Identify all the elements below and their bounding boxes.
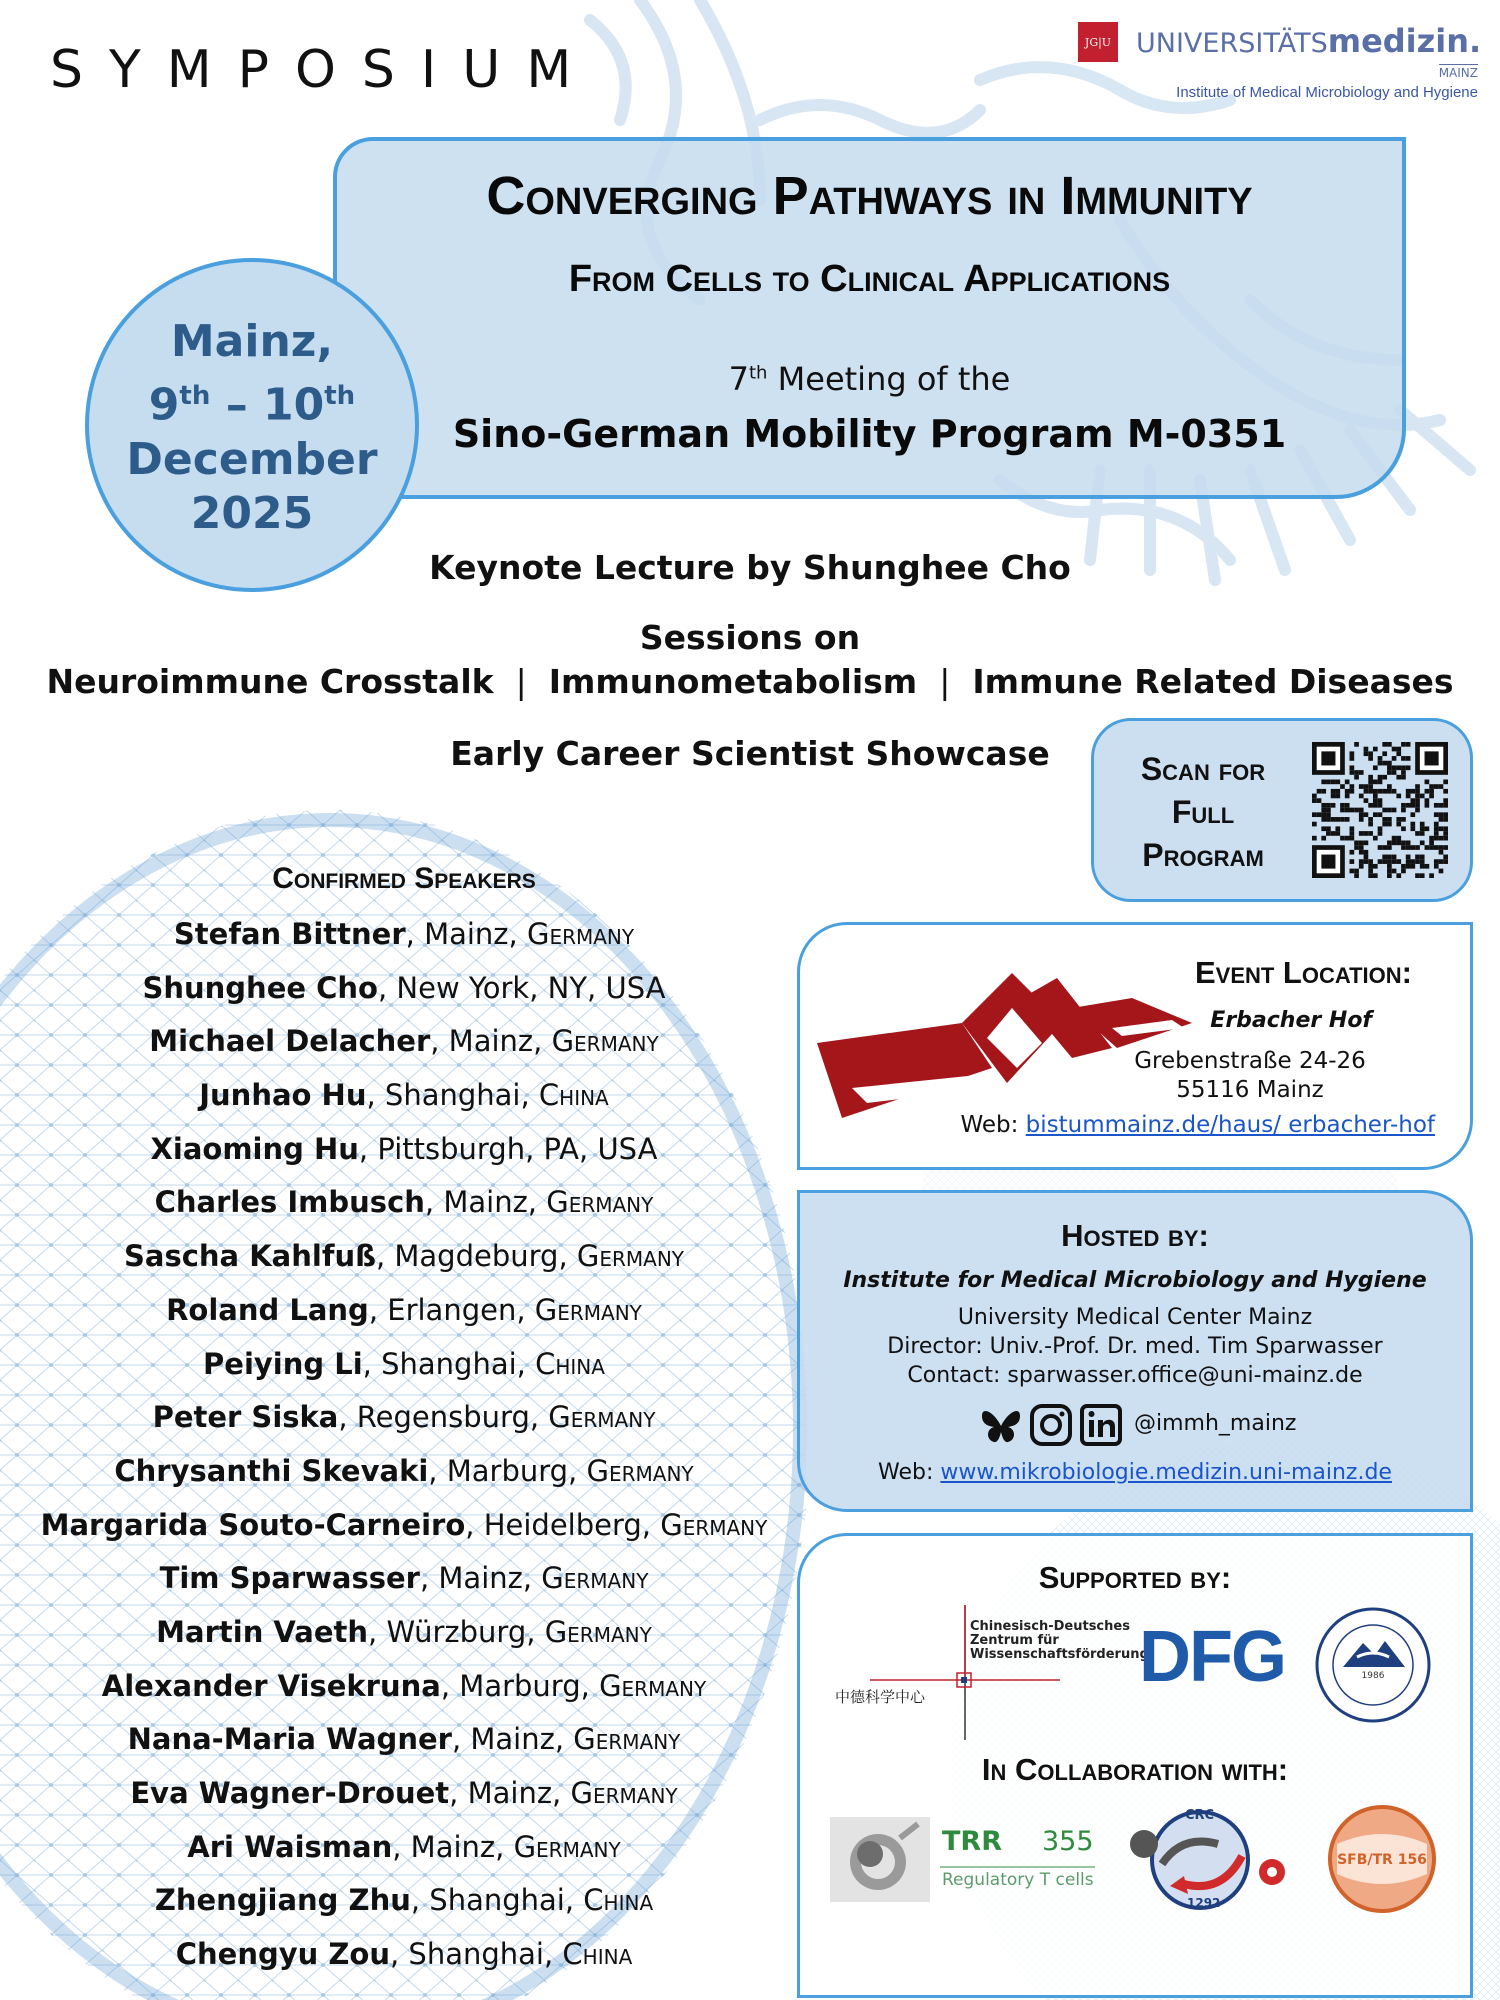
speaker-country: Germany (586, 1453, 694, 1488)
speaker-city: , Pittsburgh, PA, (358, 1131, 598, 1166)
speaker-name: Sascha Kahlfuß (123, 1239, 376, 1274)
sessions-list (0, 662, 1500, 701)
speaker-row (0, 1556, 808, 1610)
speaker-city: , New York, NY, (377, 970, 606, 1005)
speaker-country: Germany (570, 1776, 678, 1810)
speaker-name: Junhao Hu (199, 1078, 367, 1113)
speaker-city: , Shanghai, (410, 1883, 584, 1918)
speaker-name: Alexander Visekruna (101, 1668, 441, 1703)
speaker-country: Germany (576, 1239, 685, 1274)
speaker-name: Chengyu Zou (175, 1937, 390, 1972)
speaker-country: Germany (548, 1400, 656, 1435)
speaker-name: Xiaoming Hu (150, 1131, 359, 1166)
speaker-name: Peiying Li (203, 1346, 363, 1381)
speaker-name: Ari Waisman (187, 1829, 393, 1864)
venue-street: Grebenstraße 24-26 (1134, 1048, 1366, 1074)
speaker-row (0, 966, 808, 1020)
cdz-chinese-name: 中德科学中心 (835, 1688, 926, 1706)
speaker-city: , Magdeburg, (375, 1239, 577, 1274)
uni-mainz: MAINZ (1438, 66, 1478, 80)
venue-web (860, 1112, 1435, 1138)
speaker-row (0, 1610, 808, 1664)
speaker-city: , Marburg, (440, 1668, 600, 1703)
speaker-country: Germany (551, 1024, 659, 1059)
session-immunometabolism: Immunometabolism (548, 662, 918, 701)
jgu-logo: JG|U (1078, 22, 1118, 62)
meeting-num: 7 (728, 360, 749, 398)
uni-name-bold: medizin. (1327, 22, 1482, 60)
speaker-city: , Mainz, (424, 1185, 547, 1220)
speaker-country: Germany (544, 1614, 652, 1649)
venue-web-link[interactable]: bistummainz.de/haus/ erbacher-hof (1025, 1112, 1435, 1138)
speaker-city: , Regensburg, (338, 1400, 549, 1435)
speaker-row (0, 1664, 808, 1718)
speaker-country: Germany (573, 1722, 681, 1757)
venue-name: Erbacher Hof (1210, 1008, 1372, 1033)
speaker-country: USA (605, 970, 666, 1005)
speaker-name: Martin Vaeth (156, 1614, 369, 1649)
host-heading: Hosted by: (1061, 1218, 1209, 1253)
speaker-row (0, 1342, 808, 1396)
social-handle[interactable]: @immh_mainz (1134, 1411, 1297, 1436)
speaker-row (0, 1019, 808, 1073)
uni-name-prefix: UNIVERSITÄTS (1136, 28, 1328, 59)
speaker-city: , Mainz, (419, 1561, 542, 1596)
speaker-country: Germany (526, 917, 635, 951)
speaker-country: China (535, 1346, 605, 1381)
qr-line2: Full (1171, 794, 1235, 830)
speaker-city: , Marburg, (428, 1453, 587, 1488)
speaker-city: , Shanghai, (366, 1078, 539, 1113)
speaker-country: Germany (534, 1292, 642, 1327)
separator: | (939, 662, 951, 701)
speaker-name: Tim Sparwasser (159, 1561, 420, 1596)
session-immune-diseases: Immune Related Diseases (972, 662, 1454, 701)
speaker-name: Roland Lang (166, 1292, 369, 1327)
speaker-row (0, 1771, 808, 1825)
sessions-heading: Sessions on (639, 618, 861, 657)
qr-label (1110, 748, 1296, 877)
speaker-country: China (538, 1078, 609, 1113)
instagram-icon[interactable] (1032, 1406, 1070, 1444)
speaker-name: Michael Delacher (149, 1024, 431, 1059)
qr-code-icon[interactable] (1312, 740, 1448, 880)
event-date (85, 315, 419, 541)
speaker-name: Margarida Souto-Carneiro (40, 1507, 466, 1542)
host-institute: Institute for Medical Microbiology and Hygiene (843, 1268, 1427, 1293)
speaker-city: , Mainz, (449, 1776, 571, 1810)
speaker-row (0, 1395, 808, 1449)
session-neuroimmune: Neuroimmune Crosstalk (46, 662, 494, 701)
sfb-label: SFB/TR 156 (1337, 1852, 1427, 1868)
collab-heading: In Collaboration with: (981, 1752, 1289, 1787)
keynote-line: Keynote Lecture by Shunghee Cho (429, 548, 1071, 587)
speaker-row (0, 1234, 808, 1288)
venue-city: 55116 Mainz (1176, 1077, 1324, 1103)
linkedin-icon[interactable] (1082, 1406, 1120, 1444)
meeting-rest: Meeting of the (767, 360, 1011, 398)
trr-subtitle: Regulatory T cells (942, 1870, 1094, 1890)
host-web (797, 1460, 1473, 1485)
support-heading: Supported by: (1038, 1560, 1232, 1595)
qr-line3: Program (1142, 837, 1264, 873)
meeting-number (333, 360, 1406, 398)
speaker-row (0, 1449, 808, 1503)
speaker-row (0, 1717, 808, 1771)
symposium-subtitle: From Cells to Clinical Applications (568, 258, 1171, 300)
speaker-city: , Shanghai, (362, 1346, 536, 1381)
speaker-name: Stefan Bittner (173, 917, 406, 951)
date-day1: 9 (148, 379, 180, 431)
speaker-name: Nana-Maria Wagner (127, 1722, 452, 1757)
speakers-heading: Confirmed Speakers (272, 862, 536, 895)
speaker-country: China (562, 1937, 633, 1972)
date-city: Mainz, (170, 316, 334, 367)
cdz-line1: Chinesisch-Deutsches (970, 1619, 1130, 1634)
speaker-city: , Shanghai, (389, 1937, 563, 1972)
program-name: Sino-German Mobility Program M-0351 (452, 412, 1287, 456)
speaker-country: Germany (599, 1668, 707, 1703)
speaker-city: , Mainz, (392, 1829, 514, 1864)
trr-number: 355 (1042, 1826, 1094, 1857)
speaker-row (0, 1127, 808, 1181)
symposium-title: Converging Pathways in Immunity (486, 166, 1253, 226)
university-name (1136, 22, 1481, 60)
speaker-city: , Heidelberg, (465, 1507, 661, 1542)
speaker-name: Chrysanthi Skevaki (114, 1453, 429, 1488)
speaker-name: Eva Wagner-Drouet (130, 1776, 450, 1810)
symposium-heading: SYMPOSIUM (50, 40, 598, 100)
nsfc-seal (1313, 1605, 1433, 1725)
host-university: University Medical Center Mainz (957, 1305, 1313, 1330)
host-director: Director: Univ.-Prof. Dr. med. Tim Sparwasser (887, 1334, 1383, 1359)
speaker-city: , Mainz, (405, 917, 527, 951)
host-web-label: Web: (878, 1460, 941, 1485)
trr-label: TRR (942, 1826, 1002, 1857)
qr-line1: Scan for (1140, 751, 1266, 787)
speaker-country: USA (597, 1131, 658, 1166)
speaker-row (0, 912, 808, 966)
date-day2: 10 (263, 379, 325, 431)
cdz-line2: Zentrum für (970, 1633, 1059, 1648)
speaker-country: Germany (660, 1507, 768, 1542)
speaker-name: Zhengjiang Zhu (154, 1883, 411, 1918)
speaker-country: Germany (541, 1561, 649, 1596)
crc-label: CRC (1185, 1808, 1215, 1823)
dfg-logo: DFG (1139, 1617, 1285, 1697)
speaker-row (0, 1878, 808, 1932)
speaker-country: Germany (546, 1185, 654, 1220)
speaker-name: Charles Imbusch (154, 1185, 425, 1220)
meeting-sup: th (749, 362, 768, 384)
speaker-city: , Würzburg, (368, 1614, 545, 1649)
speaker-country: Germany (513, 1829, 621, 1864)
butterfly-icon[interactable] (982, 1411, 1020, 1442)
cdz-name (970, 1620, 1149, 1662)
speaker-name: Peter Siska (152, 1400, 339, 1435)
separator: | (515, 662, 527, 701)
speaker-city: , Erlangen, (368, 1292, 535, 1327)
institute-name: Institute of Medical Microbiology and Hygiene (1176, 84, 1478, 101)
speaker-row (0, 1073, 808, 1127)
showcase-line: Early Career Scientist Showcase (450, 734, 1050, 773)
speaker-row (0, 1825, 808, 1879)
speaker-city: , Mainz, (451, 1722, 574, 1757)
speaker-row (0, 1288, 808, 1342)
date-dash: – (210, 379, 264, 431)
speaker-name: Shunghee Cho (142, 970, 378, 1005)
date-month: December (126, 433, 378, 485)
date-day2-sup: th (324, 381, 356, 411)
university-logo (1078, 18, 1482, 108)
crc-number: 1292 (1187, 1896, 1221, 1910)
location-heading: Event Location: (1194, 955, 1412, 990)
host-contact: Contact: sparwasser.office@uni-mainz.de (907, 1363, 1363, 1388)
speaker-row (0, 1503, 808, 1557)
speakers-list (0, 912, 808, 1986)
host-web-link[interactable]: www.mikrobiologie.medizin.uni-mainz.de (940, 1460, 1392, 1485)
date-day1-sup: th (179, 381, 211, 411)
speaker-row (0, 1932, 808, 1986)
date-year: 2025 (190, 487, 314, 539)
speaker-country: China (583, 1883, 654, 1918)
speaker-city: , Mainz, (430, 1024, 552, 1059)
cdz-line3: Wissenschaftsförderung (970, 1647, 1149, 1662)
nsfc-year: 1986 (1361, 1671, 1385, 1681)
venue-web-label: Web: (960, 1112, 1026, 1138)
speaker-row (0, 1180, 808, 1234)
date-days (85, 369, 419, 433)
